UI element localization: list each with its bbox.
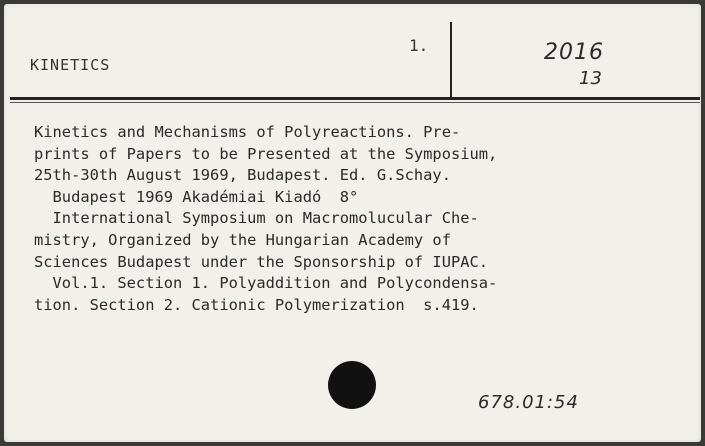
entry-number: 1. bbox=[409, 36, 429, 55]
entry-line: tion. Section 2. Cationic Polymerization s.419. bbox=[34, 295, 479, 314]
entry-line: International Symposium on Macromolucular Che- bbox=[34, 209, 479, 228]
entry-line: mistry, Organized by the Hungarian Academy of bbox=[34, 230, 451, 249]
entry-line: Kinetics and Mechanisms of Polyreactions. Pre- bbox=[34, 123, 461, 141]
entry-line: Budapest 1969 Akadémiai Kiadó 8° bbox=[34, 187, 359, 206]
catalog-card bbox=[4, 4, 701, 442]
header-vertical-rule bbox=[450, 22, 452, 100]
header-divider-thin bbox=[10, 102, 700, 103]
header-divider bbox=[10, 97, 700, 100]
call-number-bottom: 13 bbox=[579, 68, 602, 89]
entry-line: Sciences Budapest under the Sponsorship of IUPAC. bbox=[34, 252, 489, 271]
bibliographic-entry bbox=[34, 122, 699, 316]
entry-line: 25th-30th August 1969, Budapest. Ed. G.Schay. bbox=[34, 166, 451, 185]
entry-line: Vol.1. Section 1. Polyaddition and Polycondensa- bbox=[34, 274, 498, 293]
subject-heading: KINETICS bbox=[30, 56, 111, 74]
shelf-mark: 678.01:54 bbox=[478, 392, 579, 413]
punched-hole-dot bbox=[328, 361, 376, 409]
entry-line: prints of Papers to be Presented at the Symposium, bbox=[34, 144, 498, 163]
call-number-top: 2016 bbox=[544, 40, 604, 65]
